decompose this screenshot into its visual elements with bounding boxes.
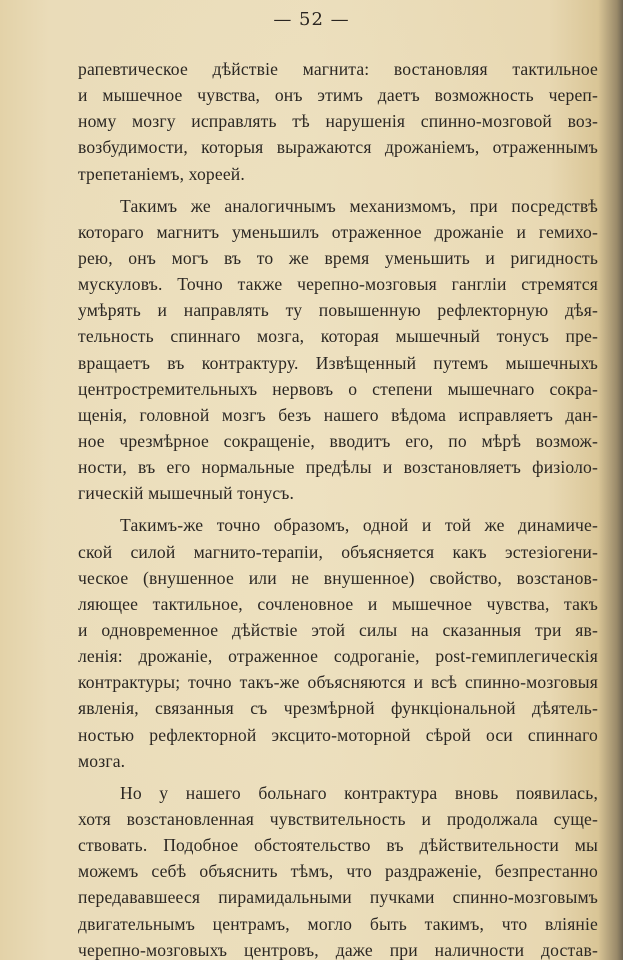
text-line: можемъ себѣ объяснить тѣмъ, что раздраженіе, безпрестанно bbox=[78, 861, 598, 882]
text-line: ное чрезмѣрное сокращеніе, вводитъ его, по мѣрѣ возмож- bbox=[78, 430, 598, 451]
text-line: рею, онъ могъ въ то же время уменьшить и ригидность bbox=[78, 247, 598, 268]
text-line: контрактуры; точно такъ-же объясняются и всѣ спинно-мозговыя bbox=[78, 672, 598, 693]
text-line: ской силой магнито-терапіи, объясняется какъ эстезіогени- bbox=[78, 541, 598, 562]
text-line: ности, въ его нормальные предѣлы и возстановляетъ физіоло- bbox=[78, 457, 598, 478]
text-line: Такимъ же аналогичнымъ механизмомъ, при посредствѣ bbox=[120, 195, 598, 216]
text-line: мускуловъ. Точно также черепно-мозговыя гангліи стремятся bbox=[78, 274, 598, 295]
text-line: умѣрять и направлять ту повышенную рефлекторную дѣя- bbox=[78, 300, 598, 321]
text-line: тельность спиннаго мозга, которая мышечный тонусъ пре- bbox=[78, 326, 598, 347]
text-line: котораго магнитъ уменьшилъ отраженное дрожаніе и гемихо- bbox=[78, 221, 598, 242]
text-line: ческое (внушенное или не внушенное) свойство, возстанов- bbox=[78, 567, 598, 588]
text-line: хотя возстановленная чувствительность и продолжала суще- bbox=[78, 808, 598, 829]
text-line: мозга. bbox=[78, 750, 126, 771]
text-line: передававшееся пирамидальными пучками спинно-мозговымъ bbox=[78, 887, 598, 908]
text-line: ному мозгу исправлять тѣ нарушенія спинно-мозговой воз- bbox=[78, 111, 598, 132]
text-line: черепно-мозговыхъ центровъ, даже при наличности достав- bbox=[78, 939, 598, 960]
text-line: щенія, головной мозгъ безъ нашего вѣдома исправляетъ дан- bbox=[78, 404, 598, 425]
text-line: и одновременное дѣйствіе этой силы на сказанныя три яв- bbox=[78, 619, 598, 640]
text-line: Но у нашего больнаго контрактура вновь появилась, bbox=[120, 782, 598, 803]
body-text bbox=[78, 56, 598, 960]
text-line: Такимъ-же точно образомъ, одной и той же динамиче- bbox=[120, 515, 598, 536]
text-line: ностью рефлекторной эксцито-моторной сѣрой оси спиннаго bbox=[78, 724, 598, 745]
text-line: центростремительныхъ нервовъ о степени мышечнаго сокра- bbox=[78, 378, 598, 399]
text-line: вращаетъ въ контрактуру. Извѣщенный путемъ мышечныхъ bbox=[78, 352, 598, 373]
text-line: и мышечное чувства, онъ этимъ даетъ возможность череп- bbox=[78, 85, 598, 106]
text-line: ляющее тактильное, сочленовное и мышечное чувства, такъ bbox=[78, 593, 598, 614]
page-number: — 52 — bbox=[273, 9, 350, 30]
text-line: трепетаніемъ, хореей. bbox=[78, 163, 245, 184]
text-line: явленія, связанныя съ чрезмѣрной функціональной дѣятель- bbox=[78, 698, 598, 719]
text-line: ствовать. Подобное обстоятельство въ дѣйствительности мы bbox=[78, 835, 598, 856]
text-line: возбудимости, которыя выражаются дрожаніемъ, отраженнымъ bbox=[78, 137, 598, 158]
text-line: ленія: дрожаніе, отраженное содроганіе, post-гемиплегическія bbox=[78, 646, 598, 667]
text-line: гическій мышечный тонусъ. bbox=[78, 483, 295, 504]
text-line: рапевтическое дѣйствіе магнита: востановляя тактильное bbox=[78, 59, 598, 79]
text-line: двигательнымъ центрамъ, могло быть такимъ, что вліяніе bbox=[78, 913, 598, 934]
